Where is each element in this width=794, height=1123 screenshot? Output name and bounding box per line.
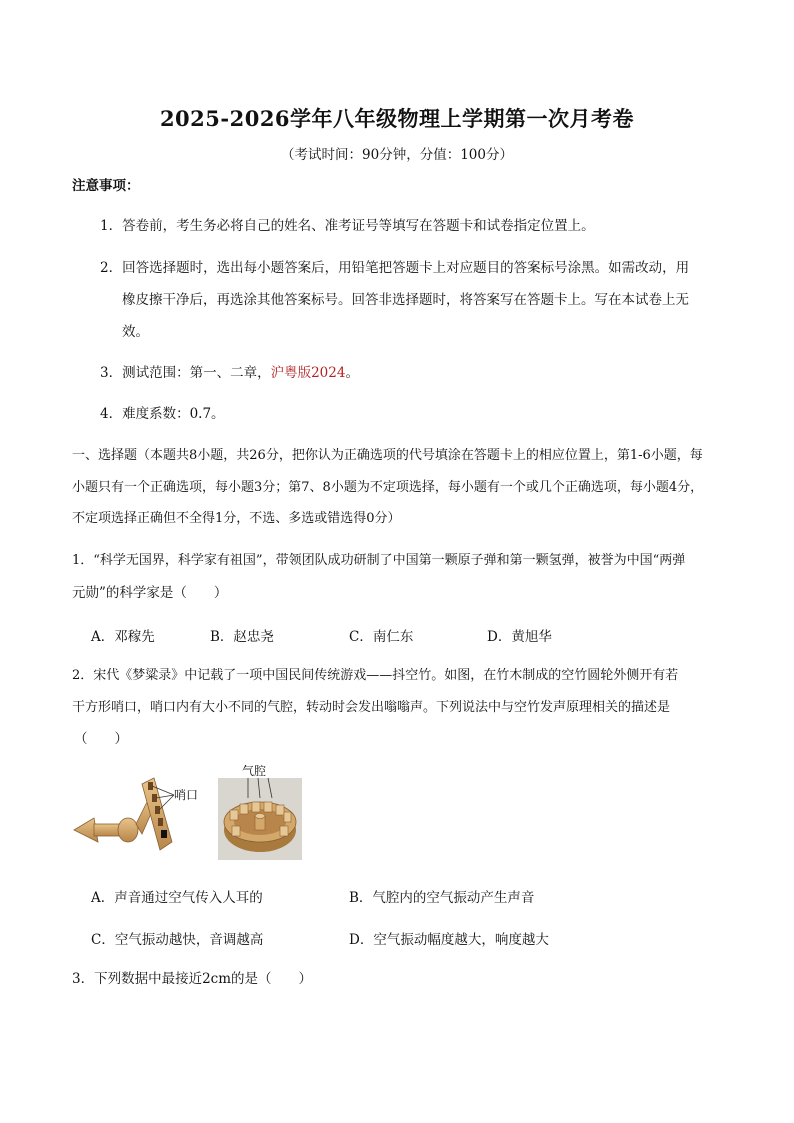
- question-2-line-3: （ ）: [74, 731, 128, 747]
- q2-option-b: B．气腔内的空气振动产生声音: [349, 890, 535, 906]
- exam-info: （考试时间：90分钟，分值：100分）: [281, 147, 513, 163]
- notice-item-3: [100, 363, 359, 383]
- edition-label: 沪粤版2024: [270, 365, 346, 381]
- q2-option-d: D．空气振动幅度越大，响度越大: [349, 932, 549, 948]
- section-1-line-1: 一、选择题（本题共8小题，共26分，把你认为正确选项的代号填涂在答题卡上的相应位置上，第1-6小题，每: [72, 448, 703, 463]
- q1-option-c: C．南仁东: [349, 629, 414, 645]
- section-1-line-2: 小题只有一个正确选项，每小题3分；第7、8小题为不定项选择，每小题有一个或几个正确选项，每小题4分，: [72, 480, 704, 495]
- notice-item-1: 1．答卷前，考生务必将自己的姓名、准考证号等填写在答题卡和试卷指定位置上。: [100, 218, 595, 234]
- page-title: 2025-2026学年八年级物理上学期第一次月考卷: [159, 106, 635, 131]
- notice-item-3-end: 。: [345, 365, 359, 381]
- question-2-line-2: 干方形哨口，哨口内有大小不同的气腔，转动时会发出嗡嗡声。下列说法中与空竹发声原理相关的描述是: [72, 700, 671, 715]
- q2-option-c: C．空气振动越快，音调越高: [91, 932, 264, 948]
- question-1-line-2: 元勋”的科学家是（ ）: [72, 585, 228, 601]
- cavity-label: 气腔: [242, 764, 267, 778]
- notice-heading: 注意事项：: [72, 178, 140, 194]
- section-1-line-3: 不定项选择正确但不全得1分，不选、多选或错选得0分）: [72, 511, 401, 526]
- diabolo-illustration: [70, 768, 210, 858]
- question-1-line-1: 1．“科学无国界，科学家有祖国”，带领团队成功研制了中国第一颗原子弹和第一颗氢弹，被誉为中国“两弹: [72, 553, 686, 568]
- whistle-label: 哨口: [174, 788, 199, 802]
- diabolo-figure: [70, 768, 210, 858]
- question-3: 3．下列数据中最接近2cm的是（ ）: [72, 971, 313, 987]
- notice-item-2-line-3: 效。: [122, 324, 149, 340]
- q1-option-d: D．黄旭华: [487, 629, 552, 645]
- q1-option-a: A．邓稼先: [91, 629, 155, 645]
- notice-item-2-line-2: 橡皮擦干净后，再选涂其他答案标号。回答非选择题时，将答案写在答题卡上。写在本试卷上无: [122, 292, 689, 308]
- question-2-line-1: 2．宋代《梦粱录》中记载了一项中国民间传统游戏——抖空竹。如图，在竹木制成的空竹圆轮外侧开有若: [72, 668, 679, 683]
- q1-option-b: B．赵忠尧: [210, 629, 274, 645]
- notice-item-4: 4．难度系数：0.7。: [100, 406, 225, 422]
- notice-item-3-text: 3．测试范围：第一、二章，: [100, 365, 271, 381]
- q2-option-a: A．声音通过空气传入人耳的: [91, 890, 263, 906]
- notice-item-2-line-1: 2．回答选择题时，选出每小题答案后，用铅笔把答题卡上对应题目的答案标号涂黑。如需改动，用: [100, 260, 690, 276]
- cavity-figure: [218, 762, 302, 860]
